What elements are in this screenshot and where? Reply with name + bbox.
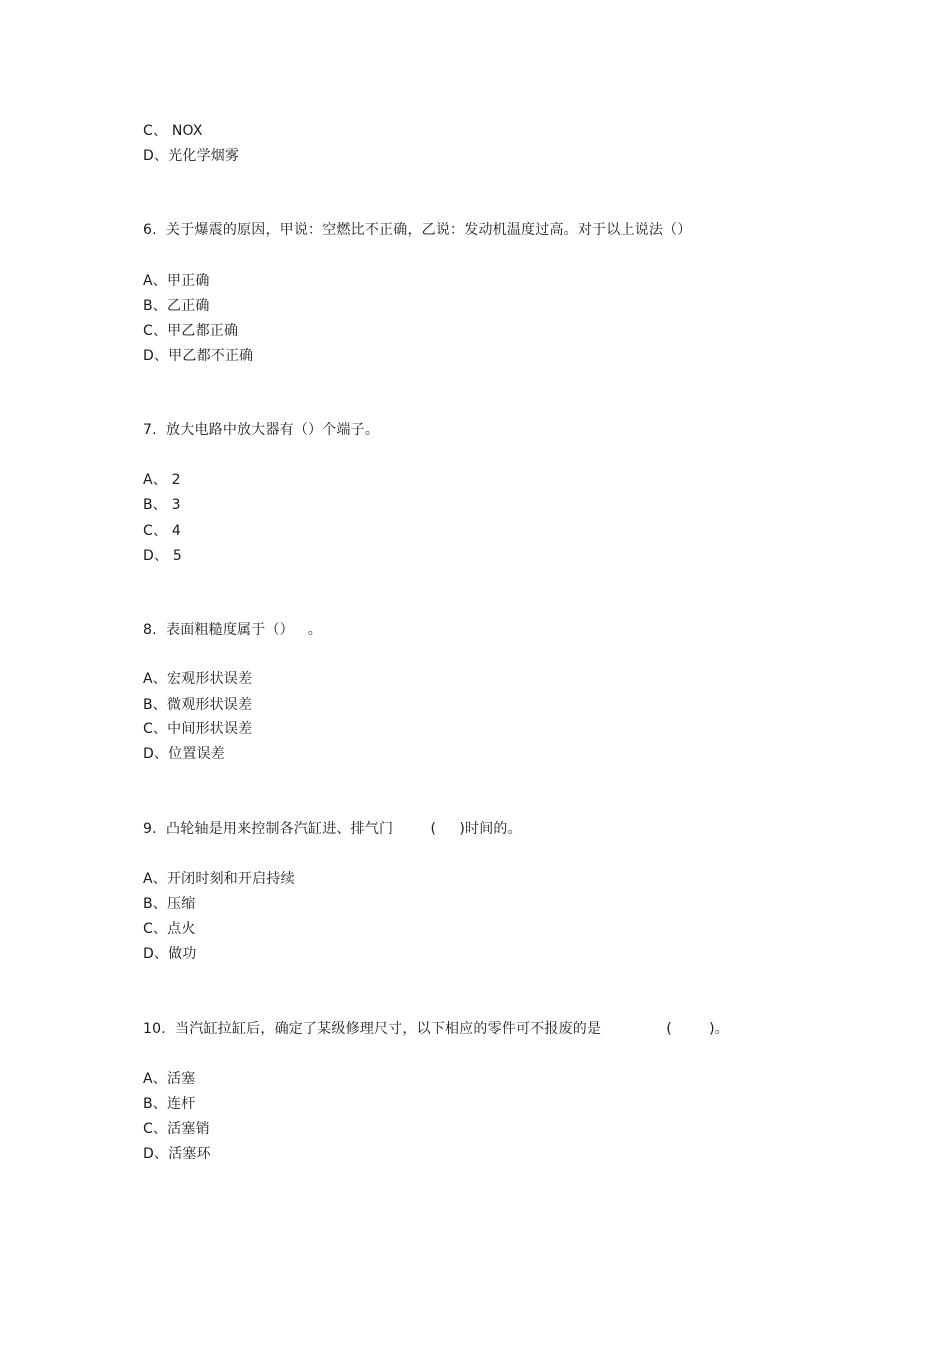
option-a: A、宏观形状误差 — [143, 671, 253, 687]
option-d: D、做功 — [143, 946, 197, 962]
option-c: C、点火 — [143, 921, 196, 937]
question-8-text: 8. 表面粗糙度属于（） 。 — [143, 622, 323, 638]
option-b: B、压缩 — [143, 896, 196, 912]
question-9-text: 9. 凸轮轴是用来控制各汽缸进、排气门 ( )时间的。 — [143, 821, 522, 837]
option-a: A、活塞 — [143, 1071, 196, 1087]
option-c: C、活塞销 — [143, 1121, 210, 1137]
option-d: D、甲乙都不正确 — [143, 348, 254, 364]
question-10-text: 10. 当汽缸拉缸后，确定了某级修理尺寸，以下相应的零件可不报废的是 ( )。 — [143, 1021, 729, 1037]
option-a: A、甲正确 — [143, 273, 210, 289]
option-b: B、 3 — [143, 497, 181, 513]
option-c: C、 NOX — [143, 123, 203, 139]
option-c: C、中间形状误差 — [143, 721, 253, 737]
option-d: D、光化学烟雾 — [143, 148, 240, 164]
option-b: B、微观形状误差 — [143, 697, 253, 713]
option-c: C、甲乙都正确 — [143, 323, 239, 339]
option-a: A、 2 — [143, 472, 181, 488]
option-c: C、 4 — [143, 523, 181, 539]
question-6-text: 6. 关于爆震的原因，甲说：空燃比不正确，乙说：发动机温度过高。对于以上说法（） — [143, 222, 692, 238]
option-d: D、位置误差 — [143, 746, 225, 762]
option-a: A、开闭时刻和开启持续 — [143, 871, 295, 887]
option-d: D、活塞环 — [143, 1146, 211, 1162]
option-d: D、 5 — [143, 548, 182, 564]
option-b: B、乙正确 — [143, 298, 210, 314]
question-7-text: 7. 放大电路中放大器有（）个端子。 — [143, 422, 380, 438]
option-b: B、连杆 — [143, 1096, 196, 1112]
